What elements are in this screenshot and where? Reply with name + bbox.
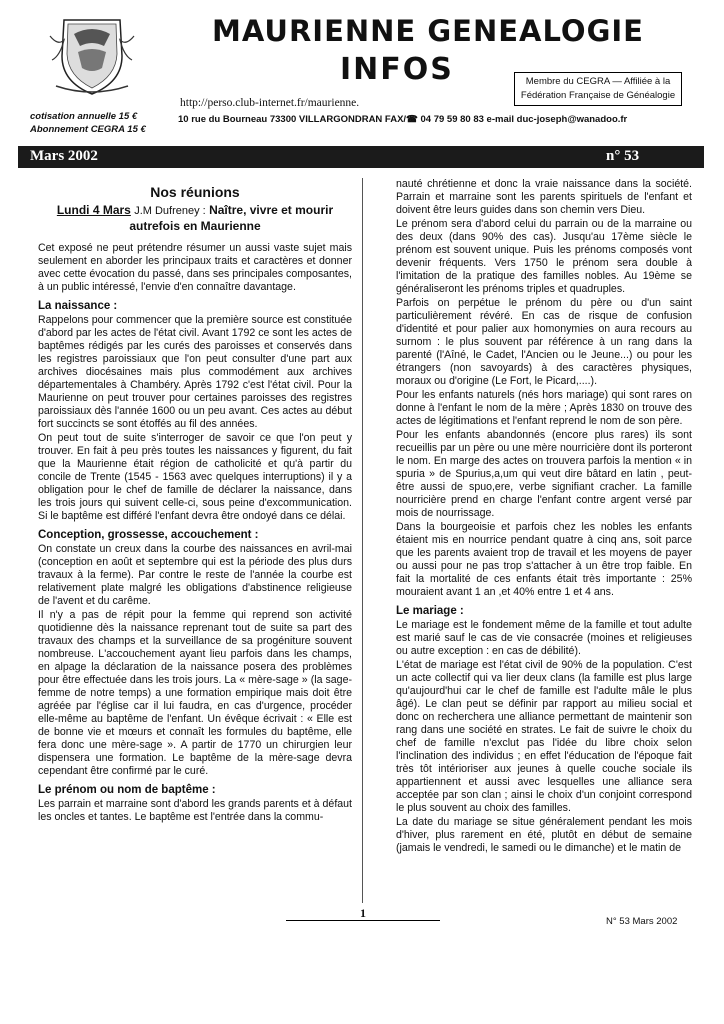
right-column — [396, 178, 692, 856]
paragraph: L'état de mariage est l'état civil de 90% de la population. C'est un acte collectif qui va lier deux clans (la famille est plus large qu'aujourd'hui car le chef de famille est l'adulte mâle le plus âgé). Le clan peut se définir par rapport au milieu social et donc on recherchera une alliance permettant de maintenir son rang dans une société en strates. Le fait de suivre le choix du chef de famille n'exclut pas l'idée du libre choix selon l'inclination des individus ; en effet l'éducation de l'époque fait très tôt intérioriser aux jeunes à quelle couche sociale ils appartiennent et aussi avec lesquelles une alliance sera acceptée par son clan ; ainsi le choix d'un conjoint correspond le plus souvent au choix des familles. — [396, 659, 692, 814]
heading-naissance: La naissance : — [38, 300, 118, 312]
talk-title: Naître, vivre et mourir autrefois en Maurienne — [129, 203, 334, 233]
intro-paragraph: Cet exposé ne peut prétendre résumer un aussi vaste sujet mais seulement en aborder les principaux traits et caractères et donner avec cette évocation du passé, dans ses principales composantes, à un public intéressé, l'envie d'en connaître davantage. — [38, 242, 352, 293]
talk-date: Lundi 4 Mars — [56, 203, 131, 217]
heading-prenom: Le prénom ou nom de baptême : — [38, 784, 216, 796]
paragraph: Rappelons pour commencer que la première source est constituée d'abord par les actes de l'état civil. Avant 1792 ce sont les actes de baptêmes rédigés par les curés des paroisses et conservés dans les registres paroissiaux que l'on peut consulter d'une part aux archives diocésaines mais plus commodément aux archives départementales à Chambéry. Après 1792 c'est l'état civil. Pour la Maurienne on peut trouver pour certaines paroisses des registres paroissiaux dès l'année 1600 ou un peu avant. Ces actes au début fort succincts se sont étoffés au fil des années. — [38, 314, 352, 430]
talk-speaker: J.M Dufreney : — [134, 205, 206, 217]
paragraph: Pour les enfants abandonnés (encore plus rares) ils sont recueillis par un père ou une mère nourricière dont ils porteront le nom. En marge des actes on trouvera parfois la mention « in spuria » de Spurius,a,um qui veut dire bâtard en latin , peut-être aussi de spuo,ere, verbe signifiant cracher. La famille nourricière prend en charge l'enfant contre argent versé par mois de nourrissage. — [396, 429, 692, 519]
coat-of-arms-logo — [44, 16, 140, 98]
masthead-subtitle: INFOS — [340, 52, 454, 87]
cotisation: cotisation annuelle 15 € — [30, 111, 138, 122]
paragraph: Le mariage est le fondement même de la famille et tout adulte est marié sauf le cas de vie consacrée (moines et religieuses ou autre exception : en cas de débilité). — [396, 619, 692, 657]
issue-number: n° 53 — [606, 148, 640, 164]
paragraph: La date du mariage se situe généralement pendant les mois d'hiver, plus rarement en été, plutôt en début de semaine (jamais le vendredi, le samedi ou le dimanche) et le matin de — [396, 816, 692, 854]
paragraph: Il n'y a pas de répit pour la femme qui reprend son activité quotidienne dès la naissance reprenant tout de suite sa part des travaux des champs et la surveillance de sa progéniture souvent nombreuse. L'accouchement ayant lieu parfois dans les champs, en alpage la déclaration de la naissance posera des problèmes pour être effectuée dans les trois jours. La « mère-sage » (la sage-femme de notre temps) a une formation empirique mais doit être agréée par l'église car il lui faudra, en cas d'urgence, procéder elle-même au baptême de l'enfant. Un évêque écrivait : « Elle est de bonne vie et mœurs et connaît les formules du baptême, elle fera donc une mère-sage ». A partir de 1770 un chirurgien leur dispensera une formation. Le baptême de la mère-sage devra cependant être confirmé par le curé. — [38, 609, 352, 777]
masthead-title: MAURIENNE GENEALOGIE — [212, 14, 644, 48]
contact-address: 10 rue du Bourneau 73300 VILLARGONDRAN FAX/☎ 04 79 59 80 83 e-mail duc-joseph@wanadoo.fr — [178, 114, 628, 125]
left-column — [38, 186, 352, 825]
paragraph: Pour les enfants naturels (nés hors mariage) qui sont rares on donne à l'enfant le nom de la mère ; Après 1830 on trouve des actes de légitimations et l'enfant reprend le nom de son père. — [396, 389, 692, 427]
paragraph: On constate un creux dans la courbe des naissances en avril-mai (conception en août et septembre qui est la période des plus durs travaux à la ferme). Par contre le reste de l'année la courbe est relativement plate malgré les obligations d'abstinence religieuse de l'avent et du carême. — [38, 543, 352, 607]
issue-band — [18, 146, 704, 168]
page-number: 1 — [360, 906, 366, 920]
paragraph: nauté chrétienne et donc la vraie naissance dans la société. Parrain et marraine sont les parents spirituels de l'enfant et doivent être leurs guides dans son chemin vers Dieu. — [396, 178, 692, 216]
website-url[interactable]: http://perso.club-internet.fr/maurienne. — [180, 97, 360, 109]
paragraph: On peut tout de suite s'interroger de savoir ce que l'on peut y trouver. En fait à peu près toutes les naissances y figurent, du fait que la Maurienne était région de catholicité et qu'à partir du concile de Trente (1545 - 1563 avec quelques interruptions) il y a obligation pour le chef de famille de déclarer la naissance, dans les trois jours qui suivent celle-ci, sous peine d'excommunication. Si le baptême est différé l'enfant devra être ondoyé dans ce délai. — [38, 432, 352, 522]
paragraph: Les parrain et marraine sont d'abord les grands parents et à défaut les oncles et tantes. Le baptême est l'entrée dans la commu- — [38, 798, 352, 823]
subscription-info — [30, 110, 146, 136]
paragraph: Dans la bourgeoisie et parfois chez les nobles les enfants étaient mis en nourrice pendant quatre à cinq ans, soit parce que les parents avaient trop de travail et les moyens de payer ou aussi pour ne pas trop s'attacher à un être trop faible. En fait la mortalité de ces enfants était très importante : 25% mouraient avant 1 an ,et 40% entre 1 et 4 ans. — [396, 521, 692, 598]
issue-date: Mars 2002 — [30, 148, 98, 164]
heading-mariage: Le mariage : — [396, 605, 464, 617]
paragraph: Le prénom sera d'abord celui du parrain ou de la marraine ou des deux (dans 90% des cas). Jusqu'au 17ème siècle le prénom est souvent unique. Puis les prénoms composés vont devenir fréquents. Vers 1750 le prénom sera double à l'imitation de la pratique des familles nobles. Au 19ème se généraliseront les prénoms triples et quadruples. — [396, 218, 692, 295]
column-divider — [362, 178, 363, 903]
footer-issue: N° 53 Mars 2002 — [606, 916, 678, 927]
section-title: Nos réunions — [150, 184, 240, 200]
footer-rule — [286, 920, 440, 921]
talk-heading — [38, 203, 352, 234]
heading-conception: Conception, grossesse, accouchement : — [38, 529, 259, 541]
paragraph: Parfois on perpétue le prénom du père ou d'un saint particulièrement révéré. En cas de risque de confusion d'identité et pour palier aux homonymies on aura recours au surnom : le plus souvent par référence à un rang dans la parenté (l'Aîné, le Cadet, l'Ancien ou le Jeune...) ou pour les étrangers (non savoyards) à des caractères physiques, moraux ou d'origine (Le Fort, le Picard,....). — [396, 297, 692, 387]
cegra-box: Membre du CEGRA — Affiliée à la Fédération Française de Généalogie — [514, 72, 682, 106]
abonnement: Abonnement CEGRA 15 € — [30, 124, 146, 135]
